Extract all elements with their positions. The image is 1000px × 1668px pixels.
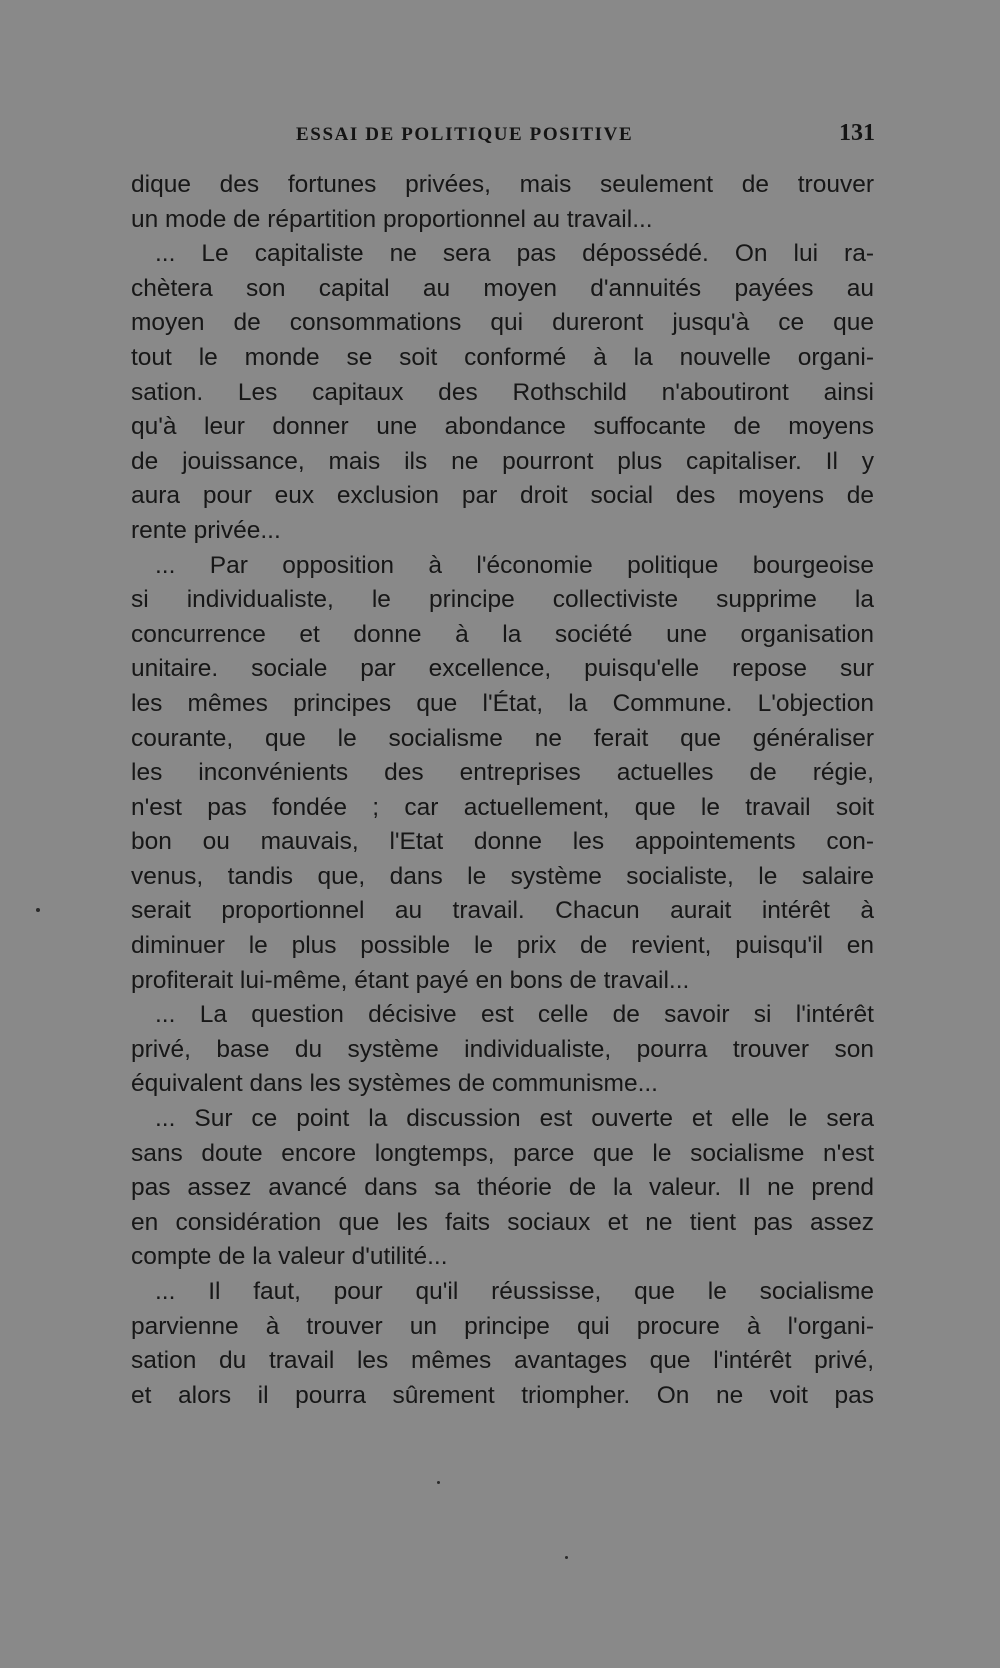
text-line: tout le monde se soit conformé à la nouvelle organi- [131,343,874,371]
text-line: pas assez avancé dans sa théorie de la valeur. Il ne prend [131,1174,874,1202]
text-line: bon ou mauvais, l'Etat donne les appointements con- [131,828,874,856]
text-line: les inconvénients des entreprises actuelles de régie, [131,759,874,787]
running-title: ESSAI DE POLITIQUE POSITIVE [296,124,634,145]
text-line: privé, base du système individualiste, pourra trouver son [131,1035,874,1063]
text-line: concurrence et donne à la société une organisation [131,620,874,648]
body-text [131,168,874,1413]
running-head [130,120,875,156]
text-line: de jouissance, mais ils ne pourront plus capitaliser. Il y [131,447,874,475]
text-line: profiterait lui-même, étant payé en bons de travail... [131,966,690,994]
text-line: qu'à leur donner une abondance suffocante de moyens [131,413,874,441]
text-line: rente privée... [131,516,281,544]
text-line: équivalent dans les systèmes de communisme... [131,1070,658,1098]
text-line: dique des fortunes privées, mais seulement de trouver [131,171,874,198]
scan-speck [437,1481,440,1484]
text-line: aura pour eux exclusion par droit social des moyens de [131,482,874,510]
text-line: et alors il pourra sûrement triompher. On ne voit pas [131,1381,874,1409]
scan-speck [565,1556,568,1559]
text-line: ... Il faut, pour qu'il réussisse, que le socialisme [155,1278,874,1305]
text-line: les mêmes principes que l'État, la Commune. L'objection [131,689,874,717]
text-line: unitaire. sociale par excellence, puisqu'elle repose sur [131,655,874,683]
text-line: ... La question décisive est celle de savoir si l'intérêt [155,1001,874,1029]
text-line: un mode de répartition proportionnel au travail... [131,205,653,233]
text-line: en considération que les faits sociaux et ne tient pas assez [131,1208,874,1236]
text-line: moyen de consommations qui dureront jusqu'à ce que [131,309,874,337]
text-line: serait proportionnel au travail. Chacun aurait intérêt à [131,897,874,925]
page-number: 131 [839,120,875,146]
text-line: si individualiste, le principe collectiviste supprime la [131,586,874,614]
text-line: ... Le capitaliste ne sera pas dépossédé. On lui ra- [155,240,874,268]
text-line: n'est pas fondée ; car actuellement, que le travail soit [131,793,874,821]
text-line: sation. Les capitaux des Rothschild n'aboutiront ainsi [131,378,874,406]
scan-speck [36,908,40,912]
text-line: venus, tandis que, dans le système socialiste, le salaire [131,862,874,890]
text-line: ... Sur ce point la discussion est ouverte et elle le sera [155,1105,874,1133]
text-line: sation du travail les mêmes avantages que l'intérêt privé, [131,1347,874,1375]
text-line: courante, que le socialisme ne ferait que généraliser [131,724,874,752]
text-line: compte de la valeur d'utilité... [131,1243,448,1271]
text-line: chètera son capital au moyen d'annuités payées au [131,274,874,302]
text-line: ... Par opposition à l'économie politique bourgeoise [155,551,874,579]
text-line: parvienne à trouver un principe qui procure à l'organi- [131,1312,874,1340]
text-line: diminuer le plus possible le prix de revient, puisqu'il en [131,932,874,960]
text-line: sans doute encore longtemps, parce que le socialisme n'est [131,1139,874,1167]
